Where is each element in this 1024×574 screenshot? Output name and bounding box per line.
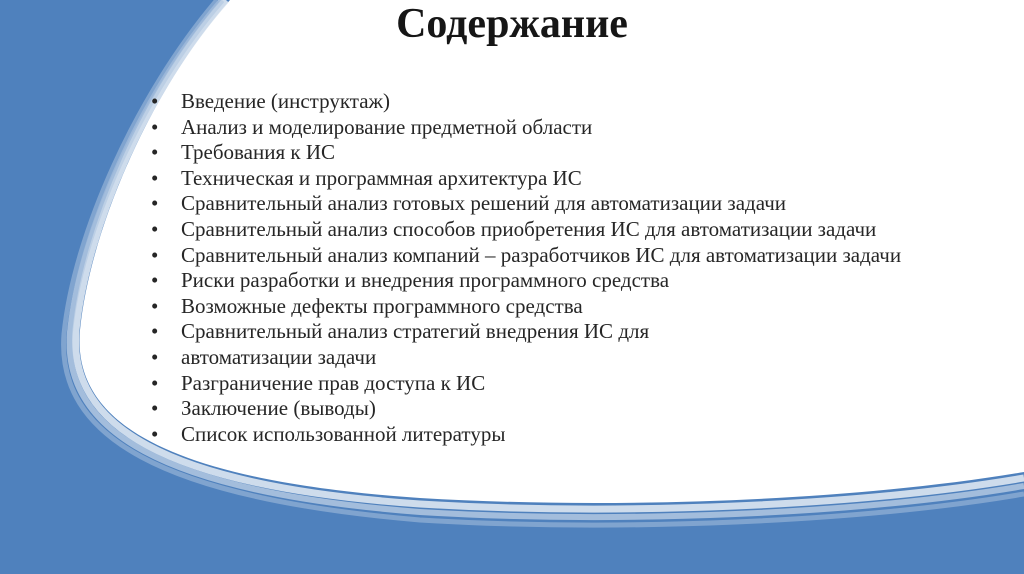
list-item-text: Возможные дефекты программного средства	[181, 293, 583, 318]
bullet-icon: •	[151, 319, 159, 344]
bullet-icon: •	[151, 89, 159, 113]
list-item-text: Заключение (выводы)	[181, 396, 376, 421]
list-item	[148, 243, 901, 269]
list-item-text: Разграничение прав доступа к ИС	[181, 370, 486, 395]
bullet-icon: •	[151, 165, 159, 190]
bullet-icon: •	[151, 242, 159, 267]
bullet-icon: •	[151, 344, 159, 369]
list-item	[148, 371, 901, 397]
list-item	[148, 268, 901, 294]
list-item	[148, 89, 901, 115]
list-item-text: Введение (инструктаж)	[181, 89, 391, 113]
bullet-icon: •	[151, 268, 159, 293]
list-item	[148, 345, 901, 371]
list-item	[148, 294, 901, 320]
bullet-icon: •	[151, 114, 159, 139]
list-item-text: Требования к ИС	[181, 140, 336, 165]
list-item-text: Сравнительный анализ способов приобретения ИС для автоматизации задачи	[181, 216, 877, 241]
list-item	[148, 396, 901, 422]
list-item	[148, 115, 901, 141]
bullet-icon: •	[151, 421, 159, 446]
list-item-text: автоматизации задачи	[181, 344, 377, 369]
list-item	[148, 191, 901, 217]
list-item-text: Список использованной литературы	[181, 421, 506, 446]
list-item	[148, 319, 901, 345]
list-item	[148, 140, 901, 166]
list-item-text: Сравнительный анализ готовых решений для автоматизации задачи	[181, 191, 786, 216]
bullet-icon: •	[151, 293, 159, 318]
list-item	[148, 422, 901, 448]
page-title: Содержание	[396, 1, 628, 47]
list-item	[148, 217, 901, 243]
toc-list	[148, 89, 901, 447]
bullet-icon: •	[151, 370, 159, 395]
list-item	[148, 166, 901, 192]
bullet-icon: •	[151, 140, 159, 165]
list-item-text: Анализ и моделирование предметной области	[181, 114, 593, 139]
bullet-icon: •	[151, 216, 159, 241]
bullet-icon: •	[151, 396, 159, 421]
list-item-text: Сравнительный анализ стратегий внедрения ИС для	[181, 319, 650, 344]
bullet-icon: •	[151, 191, 159, 216]
list-item-text: Сравнительный анализ компаний – разработчиков ИС для автоматизации задачи	[181, 242, 902, 267]
list-item-text: Риски разработки и внедрения программного средства	[181, 268, 670, 293]
list-item-text: Техническая и программная архитектура ИС	[181, 165, 582, 190]
